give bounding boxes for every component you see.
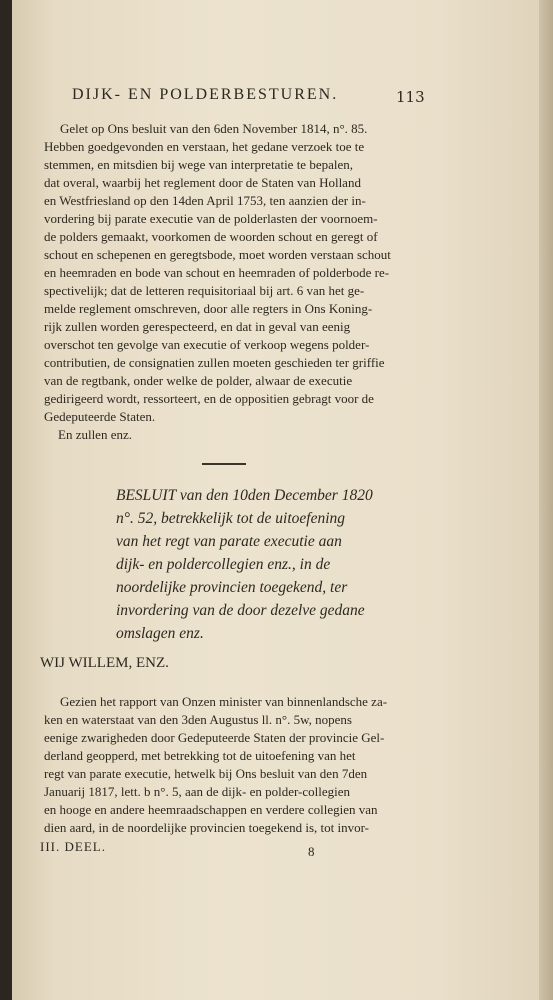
signature-mark: III. DEEL. [40, 839, 106, 854]
paragraph-line: stemmen, en mitsdien bij wege van interpretatie te bepalen, [44, 157, 354, 172]
paragraph-line: gedirigeerd wordt, ressorteert, en de oppositien gebragt voor de [44, 391, 374, 406]
paragraph-line: en hooge en andere heemraadschappen en verdere collegien van [44, 802, 378, 817]
closing-line: En zullen enz. [58, 427, 132, 442]
paragraph-line: spectivelijk; dat de letteren requisitoriaal bij art. 6 van het ge- [44, 283, 365, 298]
paragraph-line: melde reglement omschreven, door alle regters in Ons Koning- [44, 301, 373, 316]
paragraph-line: van de regtbank, onder welke de polder, alwaar de executie [44, 373, 353, 388]
paragraph-line: vordering bij parate executie van de polderlasten der voornoem- [44, 211, 378, 226]
paragraph-line: contributien, de consignatien zullen moeten geschieden ter griffie [44, 355, 385, 370]
paragraph-line: rijk zullen worden gerespecteerd, en dat in geval van eenig [44, 319, 351, 334]
decree-title-line: BESLUIT van den 10den December 1820 [116, 487, 373, 504]
page-number: 113 [396, 88, 425, 106]
decree-title-line: dijk- en poldercollegien enz., in de [116, 556, 331, 573]
paragraph-line: ken en waterstaat van den 3den Augustus ll. n°. 5w, nopens [44, 712, 352, 727]
paragraph-line: en heemraden en bode van schout en heemraden of polderbode re- [44, 265, 390, 280]
decree-title-line: van het regt van parate executie aan [116, 533, 342, 550]
paragraph-line: dat overal, waarbij het reglement door de Staten van Holland [44, 175, 361, 190]
paragraph-line: Hebben goedgevonden en verstaan, het gedane verzoek toe te [44, 139, 365, 154]
section-heading: WIJ WILLEM, ENZ. [40, 655, 169, 671]
paragraph-line: Gelet op Ons besluit van den 6den November 1814, n°. 85. [60, 121, 368, 136]
running-title: DIJK- EN POLDERBESTUREN. [72, 86, 339, 103]
decree-title-line: omslagen enz. [116, 625, 204, 642]
paragraph-line: regt van parate executie, hetwelk bij Ons besluit van den 7den [44, 766, 368, 781]
decree-title-line: invordering van de door dezelve gedane [116, 602, 365, 619]
signature-number: 8 [308, 844, 315, 859]
paragraph-line: Gezien het rapport van Onzen minister van binnenlandsche za- [60, 694, 388, 709]
paragraph-line: de polders gemaakt, voorkomen de woorden schout en geregt of [44, 229, 378, 244]
paragraph-line: eenige zwarigheden door Gedeputeerde Staten der provincie Gel- [44, 730, 385, 745]
paragraph-line: dien aard, in de noordelijke provincien toegekend is, tot invor- [44, 820, 370, 835]
paragraph-line: derland geopperd, met betrekking tot de uitoefening van het [44, 748, 356, 763]
paragraph-line: overschot ten gevolge van executie of verkoop wegens polder- [44, 337, 370, 352]
section-divider [202, 463, 246, 465]
page-edge [539, 0, 553, 1000]
paragraph-line: Gedeputeerde Staten. [44, 409, 156, 424]
decree-title-line: n°. 52, betrekkelijk tot de uitoefening [116, 510, 346, 527]
paragraph-line: Januarij 1817, lett. b n°. 5, aan de dijk- en polder-collegien [44, 784, 351, 799]
paragraph-line: schout en schepenen en geregtsbode, moet worden verstaan schout [44, 247, 391, 262]
paragraph-line: en Westfriesland op den 14den April 1753, ten aanzien der in- [44, 193, 366, 208]
decree-title-line: noordelijke provincien toegekend, ter [116, 579, 348, 596]
